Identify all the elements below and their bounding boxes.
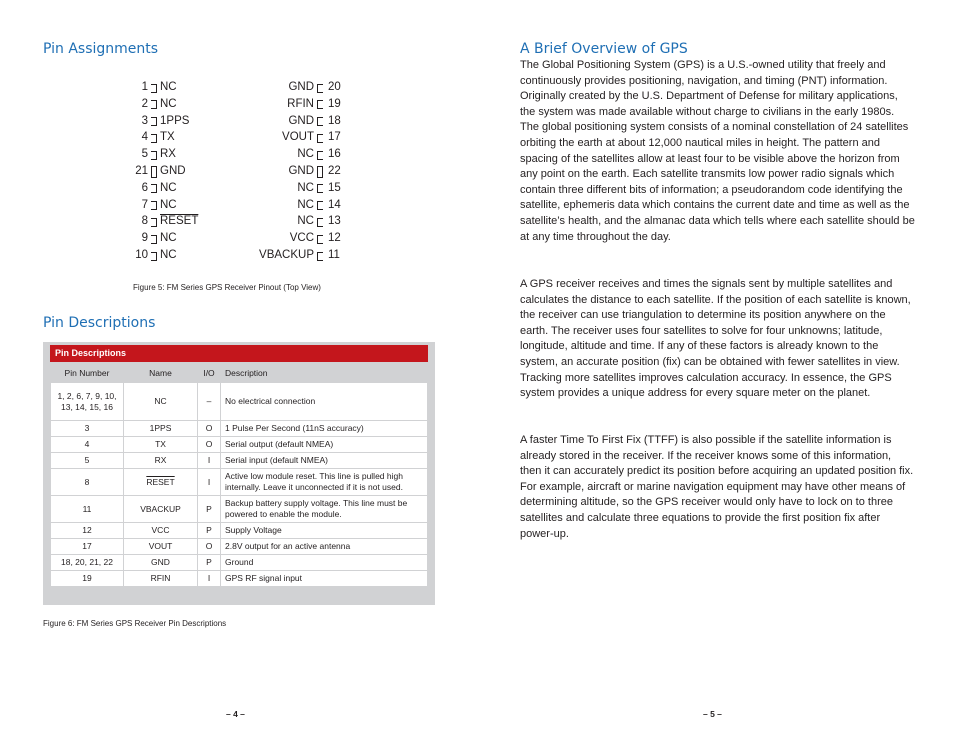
pin-assignments-heading: Pin Assignments (43, 41, 159, 57)
cell-io: I (198, 469, 221, 496)
pin-pad (317, 235, 323, 244)
pin-number-left: 10 (135, 249, 148, 261)
cell-io: O (198, 539, 221, 555)
pin-number-right: 17 (328, 131, 341, 144)
cell-pin-number: 17 (51, 539, 124, 555)
pin-pad (317, 100, 323, 109)
cell-io: P (198, 523, 221, 539)
pin-name-left: NC (160, 249, 177, 261)
table-row (51, 539, 428, 555)
cell-io: I (198, 571, 221, 587)
table-row (51, 437, 428, 453)
pin-number-right: 15 (328, 181, 341, 194)
pin-name-right: GND (288, 114, 314, 127)
figure6-caption: Figure 6: FM Series GPS Receiver Pin Descriptions (43, 619, 227, 628)
pin-number-right: 22 (328, 165, 341, 177)
pin-pad (151, 184, 157, 193)
cell-name: VOUT (124, 539, 198, 555)
pin-pad (317, 201, 323, 210)
pin-pad (317, 84, 323, 93)
table-header-row (51, 364, 428, 383)
cell-io: I (198, 453, 221, 469)
table-row (51, 453, 428, 469)
cell-io: P (198, 496, 221, 523)
cell-pin-number: 4 (51, 437, 124, 453)
pin-number-left: 2 (141, 97, 148, 110)
pin-number-left: 9 (141, 232, 148, 245)
pin-number-left: 5 (141, 148, 148, 161)
cell-name: 1PPS (124, 421, 198, 437)
pin-number-right: 20 (328, 81, 341, 93)
pin-name-right: RFIN (287, 97, 314, 110)
table-row (51, 421, 428, 437)
figure5-caption: Figure 5: FM Series GPS Receiver Pinout (Top View) (133, 283, 321, 292)
pin-descriptions-heading: Pin Descriptions (43, 315, 156, 331)
table-row (51, 469, 428, 496)
pin-number-left: 21 (135, 165, 148, 177)
pin-name-left: NC (160, 181, 177, 194)
cell-name: NC (124, 383, 198, 421)
cell-name: RFIN (124, 571, 198, 587)
cell-pin-number: 3 (51, 421, 124, 437)
pin-name-left: 1PPS (160, 114, 190, 127)
pin-pad (151, 218, 157, 227)
header-description: Description (221, 364, 428, 383)
pin-number-right: 12 (328, 232, 341, 245)
pin-pad (151, 252, 157, 261)
pin-pad (317, 166, 323, 178)
cell-description: Backup battery supply voltage. This line must be powered to enable the module. (221, 496, 428, 523)
pin-pad (151, 235, 157, 244)
table-row (51, 523, 428, 539)
cell-description: 2.8V output for an active antenna (221, 539, 428, 555)
pin-name-right: NC (297, 181, 314, 194)
pin-pad (151, 151, 157, 160)
cell-io: O (198, 421, 221, 437)
pin-pad (317, 151, 323, 160)
pin-name-left: NC (160, 97, 177, 110)
pin-name-right: VBACKUP (259, 249, 314, 261)
table-row (51, 383, 428, 421)
cell-pin-number: 12 (51, 523, 124, 539)
cell-pin-number: 1, 2, 6, 7, 9, 10, 13, 14, 15, 16 (51, 383, 124, 421)
pin-pad (151, 100, 157, 109)
pin-pad (317, 134, 323, 143)
pin-name-left: RESET (160, 215, 199, 228)
page-number-left: – 4 – (226, 709, 245, 719)
pin-pad (151, 201, 157, 210)
table-row (51, 571, 428, 587)
cell-name: GND (124, 555, 198, 571)
cell-description: Serial input (default NMEA) (221, 453, 428, 469)
pin-number-left: 6 (141, 181, 148, 194)
pin-name-right: VCC (289, 232, 314, 245)
pin-name-right: NC (297, 148, 314, 161)
pin-name-left: TX (160, 131, 175, 144)
pin-pad (151, 134, 157, 143)
cell-pin-number: 19 (51, 571, 124, 587)
pin-number-left: 8 (141, 215, 148, 228)
pin-name-right: GND (288, 81, 314, 93)
pin-number-left: 3 (141, 114, 148, 127)
pin-name-left: RX (160, 148, 176, 161)
cell-description: Serial output (default NMEA) (221, 437, 428, 453)
page-number-right: – 5 – (703, 709, 722, 719)
pin-name-left: NC (160, 81, 177, 93)
table-row (51, 555, 428, 571)
pin-number-right: 11 (328, 249, 340, 261)
cell-io: O (198, 437, 221, 453)
pin-number-right: 19 (328, 97, 341, 110)
pin-pad (151, 166, 157, 178)
right-page (477, 0, 954, 738)
cell-description: GPS RF signal input (221, 571, 428, 587)
cell-description: No electrical connection (221, 383, 428, 421)
cell-description: Supply Voltage (221, 523, 428, 539)
cell-name: VBACKUP (124, 496, 198, 523)
pin-number-left: 1 (141, 81, 148, 93)
pin-descriptions-table-panel (43, 342, 435, 605)
pin-descriptions-table (50, 363, 428, 587)
pin-name-left: NC (160, 232, 177, 245)
cell-name: VCC (124, 523, 198, 539)
pin-pad (317, 117, 323, 126)
pin-name-right: GND (288, 165, 314, 177)
pin-name-left: NC (160, 198, 177, 211)
pin-name-right: NC (297, 215, 314, 228)
cell-io: P (198, 555, 221, 571)
paragraph: The Global Positioning System (GPS) is a U.S.-owned utility that freely and continuously provides positioning, navigation, and timing (PNT) information. Originally created by the U.S. Department of Defense for military applications, the system was made available without charge to civilians in the early 1980s. The global positioning system consists of a nominal constellation of 24 satellites orbiting the earth at about 12,000 nautical miles in height. The pattern and spacing of the satellites allow at least four to be visible above the horizon from any point on the earth. Each satellite transmits low power radio signals which contain three different bits of information; a pseudorandom code identifying the satellite, ephemeris data which contains the current date and time as well as the satellite’s health, and the almanac data which tells where each satellite should be at any time throughout the day. (520, 59, 915, 243)
table-row (51, 496, 428, 523)
cell-pin-number: 5 (51, 453, 124, 469)
gps-overview-heading: A Brief Overview of GPS (520, 41, 688, 57)
cell-name: RESET (124, 469, 198, 496)
pin-number-right: 18 (328, 114, 341, 127)
pin-pad (151, 84, 157, 93)
pin-name-left: GND (160, 165, 186, 177)
cell-name: TX (124, 437, 198, 453)
pin-name-right: NC (297, 198, 314, 211)
pin-number-right: 14 (328, 198, 341, 211)
pin-number-left: 4 (141, 131, 148, 144)
table-title: Pin Descriptions (50, 345, 428, 362)
pin-number-right: 13 (328, 215, 341, 228)
pin-number-left: 7 (141, 198, 148, 211)
pin-name-right: VOUT (282, 131, 314, 144)
cell-io: – (198, 383, 221, 421)
pin-pad (151, 117, 157, 126)
header-name: Name (124, 364, 198, 383)
cell-pin-number: 11 (51, 496, 124, 523)
cell-pin-number: 18, 20, 21, 22 (51, 555, 124, 571)
header-io: I/O (198, 364, 221, 383)
header-pin-number: Pin Number (51, 364, 124, 383)
pin-pad (317, 184, 323, 193)
cell-pin-number: 8 (51, 469, 124, 496)
cell-name: RX (124, 453, 198, 469)
paragraph: A faster Time To First Fix (TTFF) is also possible if the satellite information is already stored in the receiver. If the receiver knows some of this information, then it can accurately predict its position before acquiring an updated position fix. For example, aircraft or marine navigation equipment may have other means of determining altitude, so the GPS receiver would only have to lock on to three satellites and calculate three equations to provide the first position fix after power-up. (520, 434, 914, 540)
cell-description: 1 Pulse Per Second (11nS accuracy) (221, 421, 428, 437)
pin-pad (317, 252, 323, 261)
cell-description: Ground (221, 555, 428, 571)
pin-number-right: 16 (328, 148, 341, 161)
pin-pad (317, 218, 323, 227)
paragraph: A GPS receiver receives and times the signals sent by multiple satellites and calculates the distance to each satellite. If the position of each satellite is known, the receiver can use triangulation to determine its position anywhere on the earth. The receiver uses four satellites to solve for four unknowns; latitude, longitude, altitude and time. If any of these factors is already known to the system, an accurate position (fix) can be obtained with fewer satellites in view. Tracking more satellites improves calculation accuracy. In essence, the GPS system provides a unique address for every square meter on the planet. (520, 278, 911, 400)
cell-description: Active low module reset. This line is pulled high internally. Leave it unconnected if it is not used. (221, 469, 428, 496)
